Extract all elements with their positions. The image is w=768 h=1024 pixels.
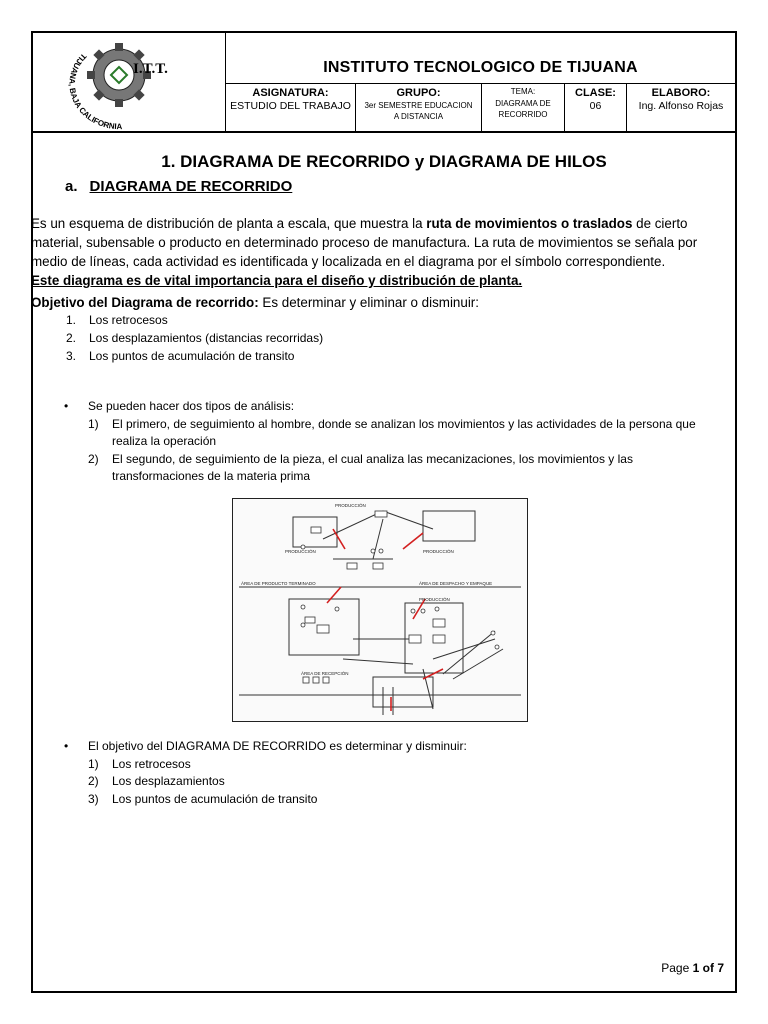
list-number: 2) [88, 774, 99, 788]
flow-diagram-svg [233, 499, 527, 721]
page-prefix: Page [661, 961, 690, 975]
page-of: of [702, 961, 714, 975]
list-number: 1) [88, 416, 99, 431]
intro-paragraph [31, 214, 737, 290]
diagram-label: ÁREA DE RECEPCIÓN [301, 671, 349, 676]
grupo-value: 3er SEMESTRE EDUCACION A DISTANCIA [364, 101, 473, 121]
header-cell-asignatura [226, 84, 356, 132]
bullet-text: Se pueden hacer dos tipos de análisis: [88, 399, 295, 413]
para-text-2: de cierto material, subensable o producto en determinado proceso de manufactura. La ruta de movimientos se señala por medio de líneas, cada actividad es identificada y localizada en el diagrama por el símbolo correspondiente. [31, 216, 698, 269]
elaboro-label: ELABORO: [651, 87, 711, 99]
objetivo-list [66, 311, 323, 365]
logo-text: I.T.T. [133, 61, 168, 77]
objetivo-line [31, 293, 737, 312]
sub-list-item [64, 451, 724, 486]
elaboro-value: Ing. Alfonso Rojas [638, 100, 724, 112]
list-number: 3) [88, 791, 99, 806]
diagram-label: PRODUCCIÓN [419, 597, 450, 602]
institution-title: INSTITUTO TECNOLOGICO DE TIJUANA [323, 59, 638, 76]
page-number: 1 [692, 961, 700, 975]
header-cell-clase [565, 84, 627, 132]
flow-diagram-image [232, 498, 528, 722]
sub-list-item [64, 773, 724, 791]
list-number: 1. [66, 313, 77, 327]
bullet-item [64, 398, 724, 416]
bullet-dot-icon: • [64, 399, 69, 413]
para-bold: ruta de movimientos o traslados [426, 216, 633, 231]
sub-list-item [64, 416, 724, 451]
bullet-item [64, 738, 724, 756]
asignatura-value: ESTUDIO DEL TRABAJO [230, 100, 351, 112]
main-title: 1. DIAGRAMA DE RECORRIDO y DIAGRAMA DE HILOS [161, 152, 607, 171]
tema-value: DIAGRAMA DE RECORRIDO [495, 99, 551, 119]
analysis-types [64, 398, 724, 486]
document-header [33, 33, 735, 133]
list-item [66, 329, 323, 347]
sub-list-item [64, 756, 724, 774]
logo-ring-text: TIJUANA, BAJA CALIFORNIA [67, 51, 123, 131]
clase-value: 06 [589, 100, 602, 112]
list-text: Los puntos de acumulación de transito [89, 349, 295, 363]
list-text: Los desplazamientos (distancias recorridas) [89, 331, 324, 345]
list-number: 2) [88, 451, 99, 466]
asignatura-label: ASIGNATURA: [252, 87, 329, 99]
list-text: Los desplazamientos [112, 774, 225, 788]
list-text: Los retrocesos [112, 756, 191, 771]
tema-label: TEMA: [510, 87, 536, 96]
diagram-label: PRODUCCIÓN [335, 503, 366, 508]
list-text: El segundo, de seguimiento de la pieza, el cual analiza las mecanizaciones, los movimientos y las transformaciones de la materia prima [112, 451, 633, 483]
institute-logo [33, 33, 225, 131]
section-title-text: DIAGRAMA DE RECORRIDO [89, 178, 293, 195]
list-number: 1) [88, 756, 99, 771]
section-title [65, 178, 292, 195]
header-info-row [226, 83, 735, 132]
sub-list-item [64, 791, 724, 809]
logo-cell [33, 33, 226, 131]
grupo-label: GRUPO: [396, 87, 441, 99]
bullet-text: El objetivo del DIAGRAMA DE RECORRIDO es determinar y disminuir: [88, 739, 467, 753]
objective-summary [64, 738, 724, 808]
list-text: Los retrocesos [89, 313, 168, 327]
page-total: 7 [717, 961, 724, 975]
diagram-label: ÁREA DE DESPACHO Y EMPAQUE [419, 581, 493, 586]
bullet-dot-icon: • [64, 739, 69, 753]
list-number: 3. [66, 349, 77, 363]
objetivo-text: Es determinar y eliminar o disminuir: [258, 295, 479, 310]
header-cell-elaboro [627, 84, 735, 132]
diagram-label: ÁREA DE PRODUCTO TERMINADO [241, 581, 316, 586]
list-item [66, 311, 323, 329]
list-text: El primero, de seguimiento al hombre, donde se analizan los movimientos y las actividades de la persona que realiza la operación [112, 416, 696, 448]
para-text-1: Es un esquema de distribución de planta a escala, que muestra la [31, 216, 427, 231]
list-item [66, 347, 323, 365]
diagram-label: PRODUCCIÓN [285, 549, 316, 554]
para-underlined: Este diagrama es de vital importancia para el diseño y distribución de planta. [31, 273, 523, 288]
list-number: 2. [66, 331, 77, 345]
header-cell-grupo [356, 84, 482, 132]
header-cell-tema [482, 84, 565, 132]
objetivo-label: Objetivo del Diagrama de recorrido: [31, 295, 259, 310]
section-letter: a. [65, 178, 78, 195]
diagram-label: PRODUCCIÓN [423, 549, 454, 554]
clase-label: CLASE: [575, 87, 616, 99]
list-text: Los puntos de acumulación de transito [112, 791, 318, 806]
page-footer [661, 961, 724, 975]
